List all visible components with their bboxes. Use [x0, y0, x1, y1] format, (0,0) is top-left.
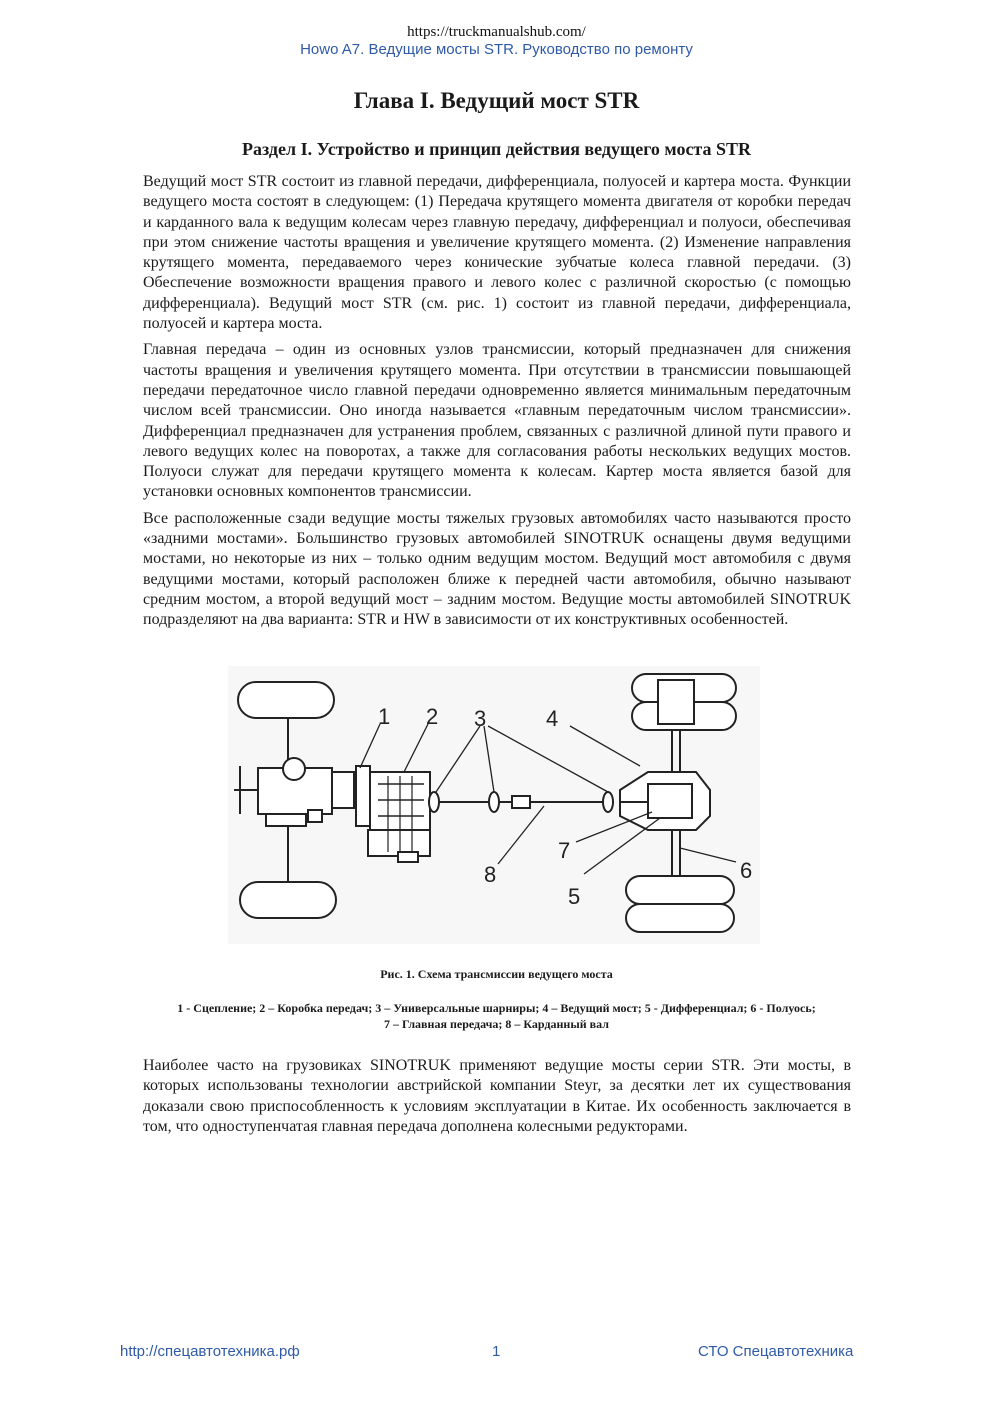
header-url: https://truckmanualshub.com/: [407, 24, 586, 40]
callout-7: 7: [558, 838, 571, 863]
transmission-diagram: [228, 666, 760, 944]
chapter-title: Глава I. Ведущий мост STR: [353, 88, 640, 113]
paragraph-1: Ведущий мост STR состоит из главной передачи, дифференциала, полуосей и картера моста. Функции ведущего моста состоят в следующем: (1) Передача крутящего момента двигателя от коробки передач и карданного вала к ведущим колесам через главную передачу, дифференциал и полуоси, обеспечивая при этом снижение частоты вращения и увеличение крутящего момента. (2) Изменение направления крутящего момента, передаваемого через конические зубчатые колеса главной передачи. (3) Обеспечение возможности вращения правого и левого колес с различной скоростью (с помощью дифференциала). Ведущий мост STR (см. рис. 1) состоит из главной передачи, дифференциала, полуосей и картера моста.: [143, 173, 851, 333]
paragraph-3: Все расположенные сзади ведущие мосты тяжелых грузовых автомобилях часто называются просто «задними мостами». Большинство грузовых автомобилей SINOTRUK оснащены двумя ведущими мостами, но некоторые из них – только одним ведущим мостом. Ведущий мост автомобиля с двумя ведущими мостами, который расположен ближе к передней части автомобиля, обычно называют средним мостом, а второй ведущий мост – задним мостом. Ведущие мосты автомобилей SINOTRUK подразделяют на два варианта: STR и HW в зависимости от их конструктивных особенностей.: [143, 509, 851, 629]
closing-section: [143, 1056, 851, 1137]
footer-link[interactable]: http://спецавтотехника.рф: [120, 1343, 300, 1360]
callout-8: 8: [484, 862, 497, 887]
figure-legend-line-2: 7 – Главная передача; 8 – Карданный вал: [384, 1017, 609, 1031]
callout-6: 6: [740, 858, 753, 883]
header-title: Howo A7. Ведущие мосты STR. Руководство по ремонту: [300, 41, 693, 58]
body-text: [143, 172, 851, 637]
callout-2: 2: [426, 704, 439, 729]
figure-caption: Рис. 1. Схема трансмиссии ведущего моста: [380, 967, 613, 981]
section-title: Раздел I. Устройство и принцип действия ведущего моста STR: [241, 139, 752, 159]
callout-3: 3: [474, 706, 487, 731]
callout-4: 4: [546, 706, 559, 731]
callout-1: 1: [378, 704, 391, 729]
footer-company: СТО Спецавтотехника: [698, 1343, 854, 1360]
closing-paragraph: Наиболее часто на грузовиках SINOTRUK применяют ведущие мосты серии STR. Эти мосты, в которых использованы технологии австрийской компании Steyr, за десятки лет их существования доказали свою приспособленность к условиям эксплуатации в Китае. Их особенность заключается в том, что одноступенчатая главная передача дополнена колесными редукторами.: [143, 1057, 851, 1135]
page-number: 1: [492, 1343, 501, 1360]
paragraph-2: Главная передача – один из основных узлов трансмиссии, который предназначен для снижения частоты вращения и увеличения крутящего момента. При отсутствии в трансмиссии повышающей передачи передаточное число главной передачи одновременно является минимальным передаточным числом всей трансмиссии. Оно иногда называется «главным передаточным числом трансмиссии». Дифференциал предназначен для устранения проблем, связанных с различной длиной пути правого и левого ведущих колес на поворотах, а также для согласования работы нескольких ведущих мостов. Полуоси служат для передачи крутящего момента к колесам. Картер моста является базой для установки основных компонентов трансмиссии.: [143, 341, 851, 501]
callout-5: 5: [568, 884, 581, 909]
figure-legend-line-1: 1 - Сцепление; 2 – Коробка передач; 3 – Универсальные шарниры; 4 – Ведущий мост; 5 - Дифференциал; 6 - Полуось;: [177, 1001, 816, 1015]
